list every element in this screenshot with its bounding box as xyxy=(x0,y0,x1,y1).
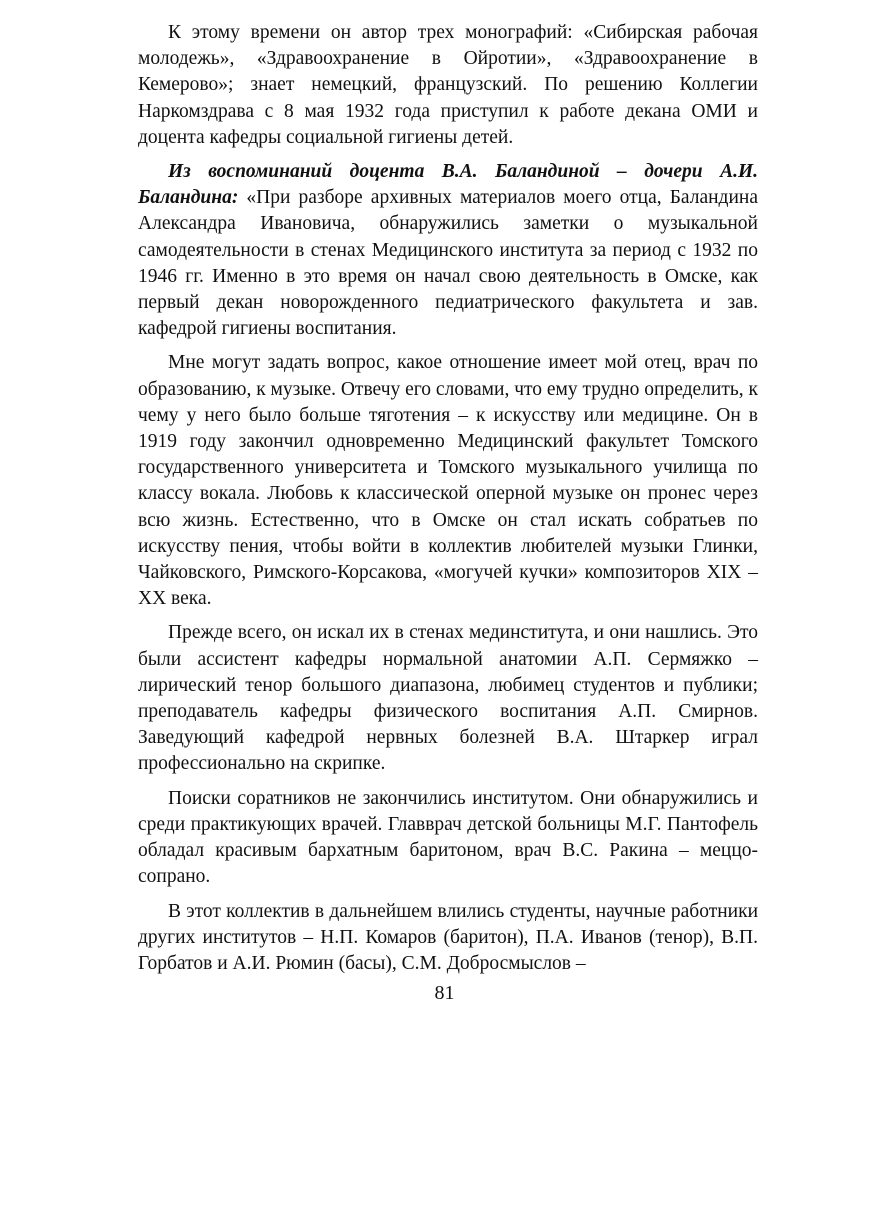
paragraph-text: «При разборе архивных материалов моего отца, Баландина Александра Ивановича, обнаружились заметки о музыкальной самодеятельности в стенах Медицинского института за период с 1932 по 1946 гг. Именно в это время он начал свою деятельность в Омске, как первый декан новорожденного педиатрического факультета и зав. кафедрой гигиены воспитания. xyxy=(138,187,758,340)
paragraph-text: Мне могут задать вопрос, какое отношение имеет мой отец, врач по образованию, к музыке. Отвечу его словами, что ему трудно определить, к чему у него было больше тяготения – к искусству или медицине. Он в 1919 году закончил одновременно Медицинский факультет Томского государственного университета и Томского музыкального училища по классу вокала. Любовь к классической оперной музыке он пронес через всю жизнь. Естественно, что в Омске он стал искать собратьев по искусству пения, чтобы войти в коллектив любителей музыки Глинки, Чайковского, Римского-Корсакова, «могучей кучки» композиторов XIX – XX века. xyxy=(138,352,758,610)
paragraph-lead: Из воспоминаний доцента В.А. Баландиной – дочери А.И. Баландина: xyxy=(138,161,758,209)
paragraph-text: Прежде всего, он искал их в стенах мединститута, и они нашлись. Это были ассистент кафедры нормальной анатомии А.П. Сермяжко – лирический тенор большого диапазона, любимец студентов и публики; преподаватель кафедры физического воспитания А.П. Смирнов. Заведующий кафедрой нервных болезней В.А. Штаркер играл профессионально на скрипке. xyxy=(138,622,758,775)
paragraph-text: Поиски соратников не закончились институтом. Они обнаружились и среди практикующих врачей. Главврач детской больницы М.Г. Пантофель обладал красивым бархатным баритоном, врач В.С. Ракина – меццо-сопрано. xyxy=(138,787,758,888)
paragraph-6 xyxy=(138,899,758,978)
paragraph-1 xyxy=(138,20,758,151)
paragraph-5 xyxy=(138,786,758,891)
paragraph-text: К этому времени он автор трех монографий: «Сибирская рабочая молодежь», «Здравоохранение в Ойротии», «Здравоохранение в Кемерово»; знает немецкий, французский. По решению Коллегии Наркомздрава с 8 мая 1932 года приступил к работе декана ОМИ и доцента кафедры социальной гигиены детей. xyxy=(138,22,758,148)
paragraph-2 xyxy=(138,159,758,342)
paragraph-text: В этот коллектив в дальнейшем влились студенты, научные работники других институтов – Н.П. Комаров (баритон), П.А. Иванов (тенор), В.П. Горбатов и А.И. Рюмин (басы), С.М. Добросмыслов – xyxy=(138,900,758,974)
paragraph-4 xyxy=(138,620,758,777)
body-text xyxy=(138,20,758,985)
paragraph-3 xyxy=(138,350,758,612)
page-number: 81 xyxy=(434,982,455,1004)
